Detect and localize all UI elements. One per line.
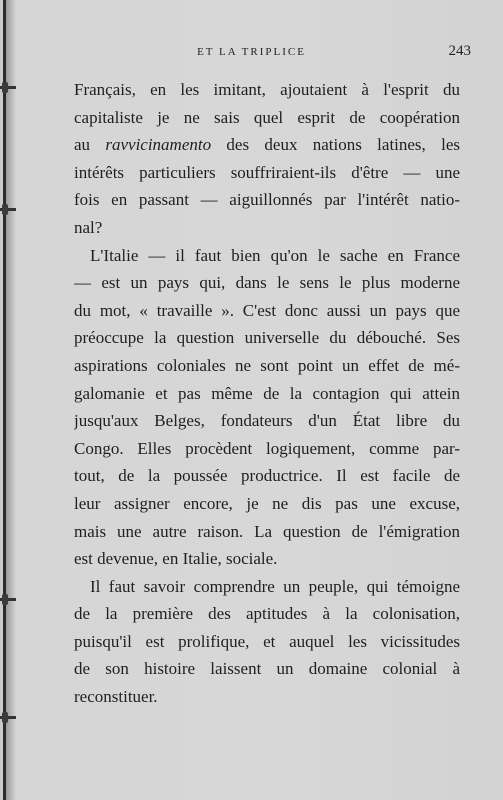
text-line: du mot, « travaille ». C'est donc aussi un pays que [74,300,460,320]
binding-shadow [6,0,16,800]
text-line [74,131,460,159]
text-line: Français, en les imitant, ajoutaient à l'esprit du [74,80,460,99]
text-line: puisqu'il est prolifique, et auquel les vicissitudes [74,631,460,651]
paragraph [74,242,460,573]
text-line: leur assigner encore, je ne dis pas une excuse, [74,493,460,513]
text-line: mais une autre raison. La question de l'émigration [74,521,460,541]
text-line: L'Italie — il faut bien qu'on le sache en France [90,245,460,265]
text-line: nal? [74,217,103,237]
page-header [0,43,503,63]
binding-clip [0,82,16,94]
text-line: de son histoire laissent un domaine colonial à [74,659,460,679]
body-text [74,76,460,711]
text-line: préoccupe la question universelle du débouché. Ses [74,328,460,348]
text-line: fois en passant — aiguillonnés par l'intérêt natio- [74,190,460,210]
text-line: capitaliste je ne sais quel esprit de coopération [74,107,460,127]
italic-term: ravvicinamento [105,135,212,155]
text-line: reconstituer. [74,687,158,707]
paragraph [74,573,460,711]
text-line: Il faut savoir comprendre un peuple, qui témoigne [90,576,460,596]
text-line: de la première des aptitudes à la colonisation, [74,604,460,624]
binding-clip [0,594,16,606]
text-line: tout, de la poussée productrice. Il est facile de [74,466,460,486]
text-line: galomanie et pas même de la contagion qui attein [74,383,460,403]
binding-clip [0,204,16,216]
text-fragment: au [74,135,106,155]
paragraph [74,76,460,242]
text-line: — est un pays qui, dans le sens le plus moderne [74,273,460,293]
text-line: est devenue, en Italie, sociale. [74,549,278,569]
text-line: jusqu'aux Belges, fondateurs d'un État libre du [74,411,460,431]
page-number: 243 [448,43,471,59]
text-line: intérêts particuliers souffriraient-ils d'être — une [74,162,460,182]
text-fragment: des deux nations latines, les [211,135,460,155]
binding-clip [0,712,16,724]
text-line: Congo. Elles procèdent logiquement, comme par- [74,438,460,458]
running-title: ET LA TRIPLICE [197,46,306,58]
text-line: aspirations coloniales ne sont point un effet de mé- [74,355,460,375]
